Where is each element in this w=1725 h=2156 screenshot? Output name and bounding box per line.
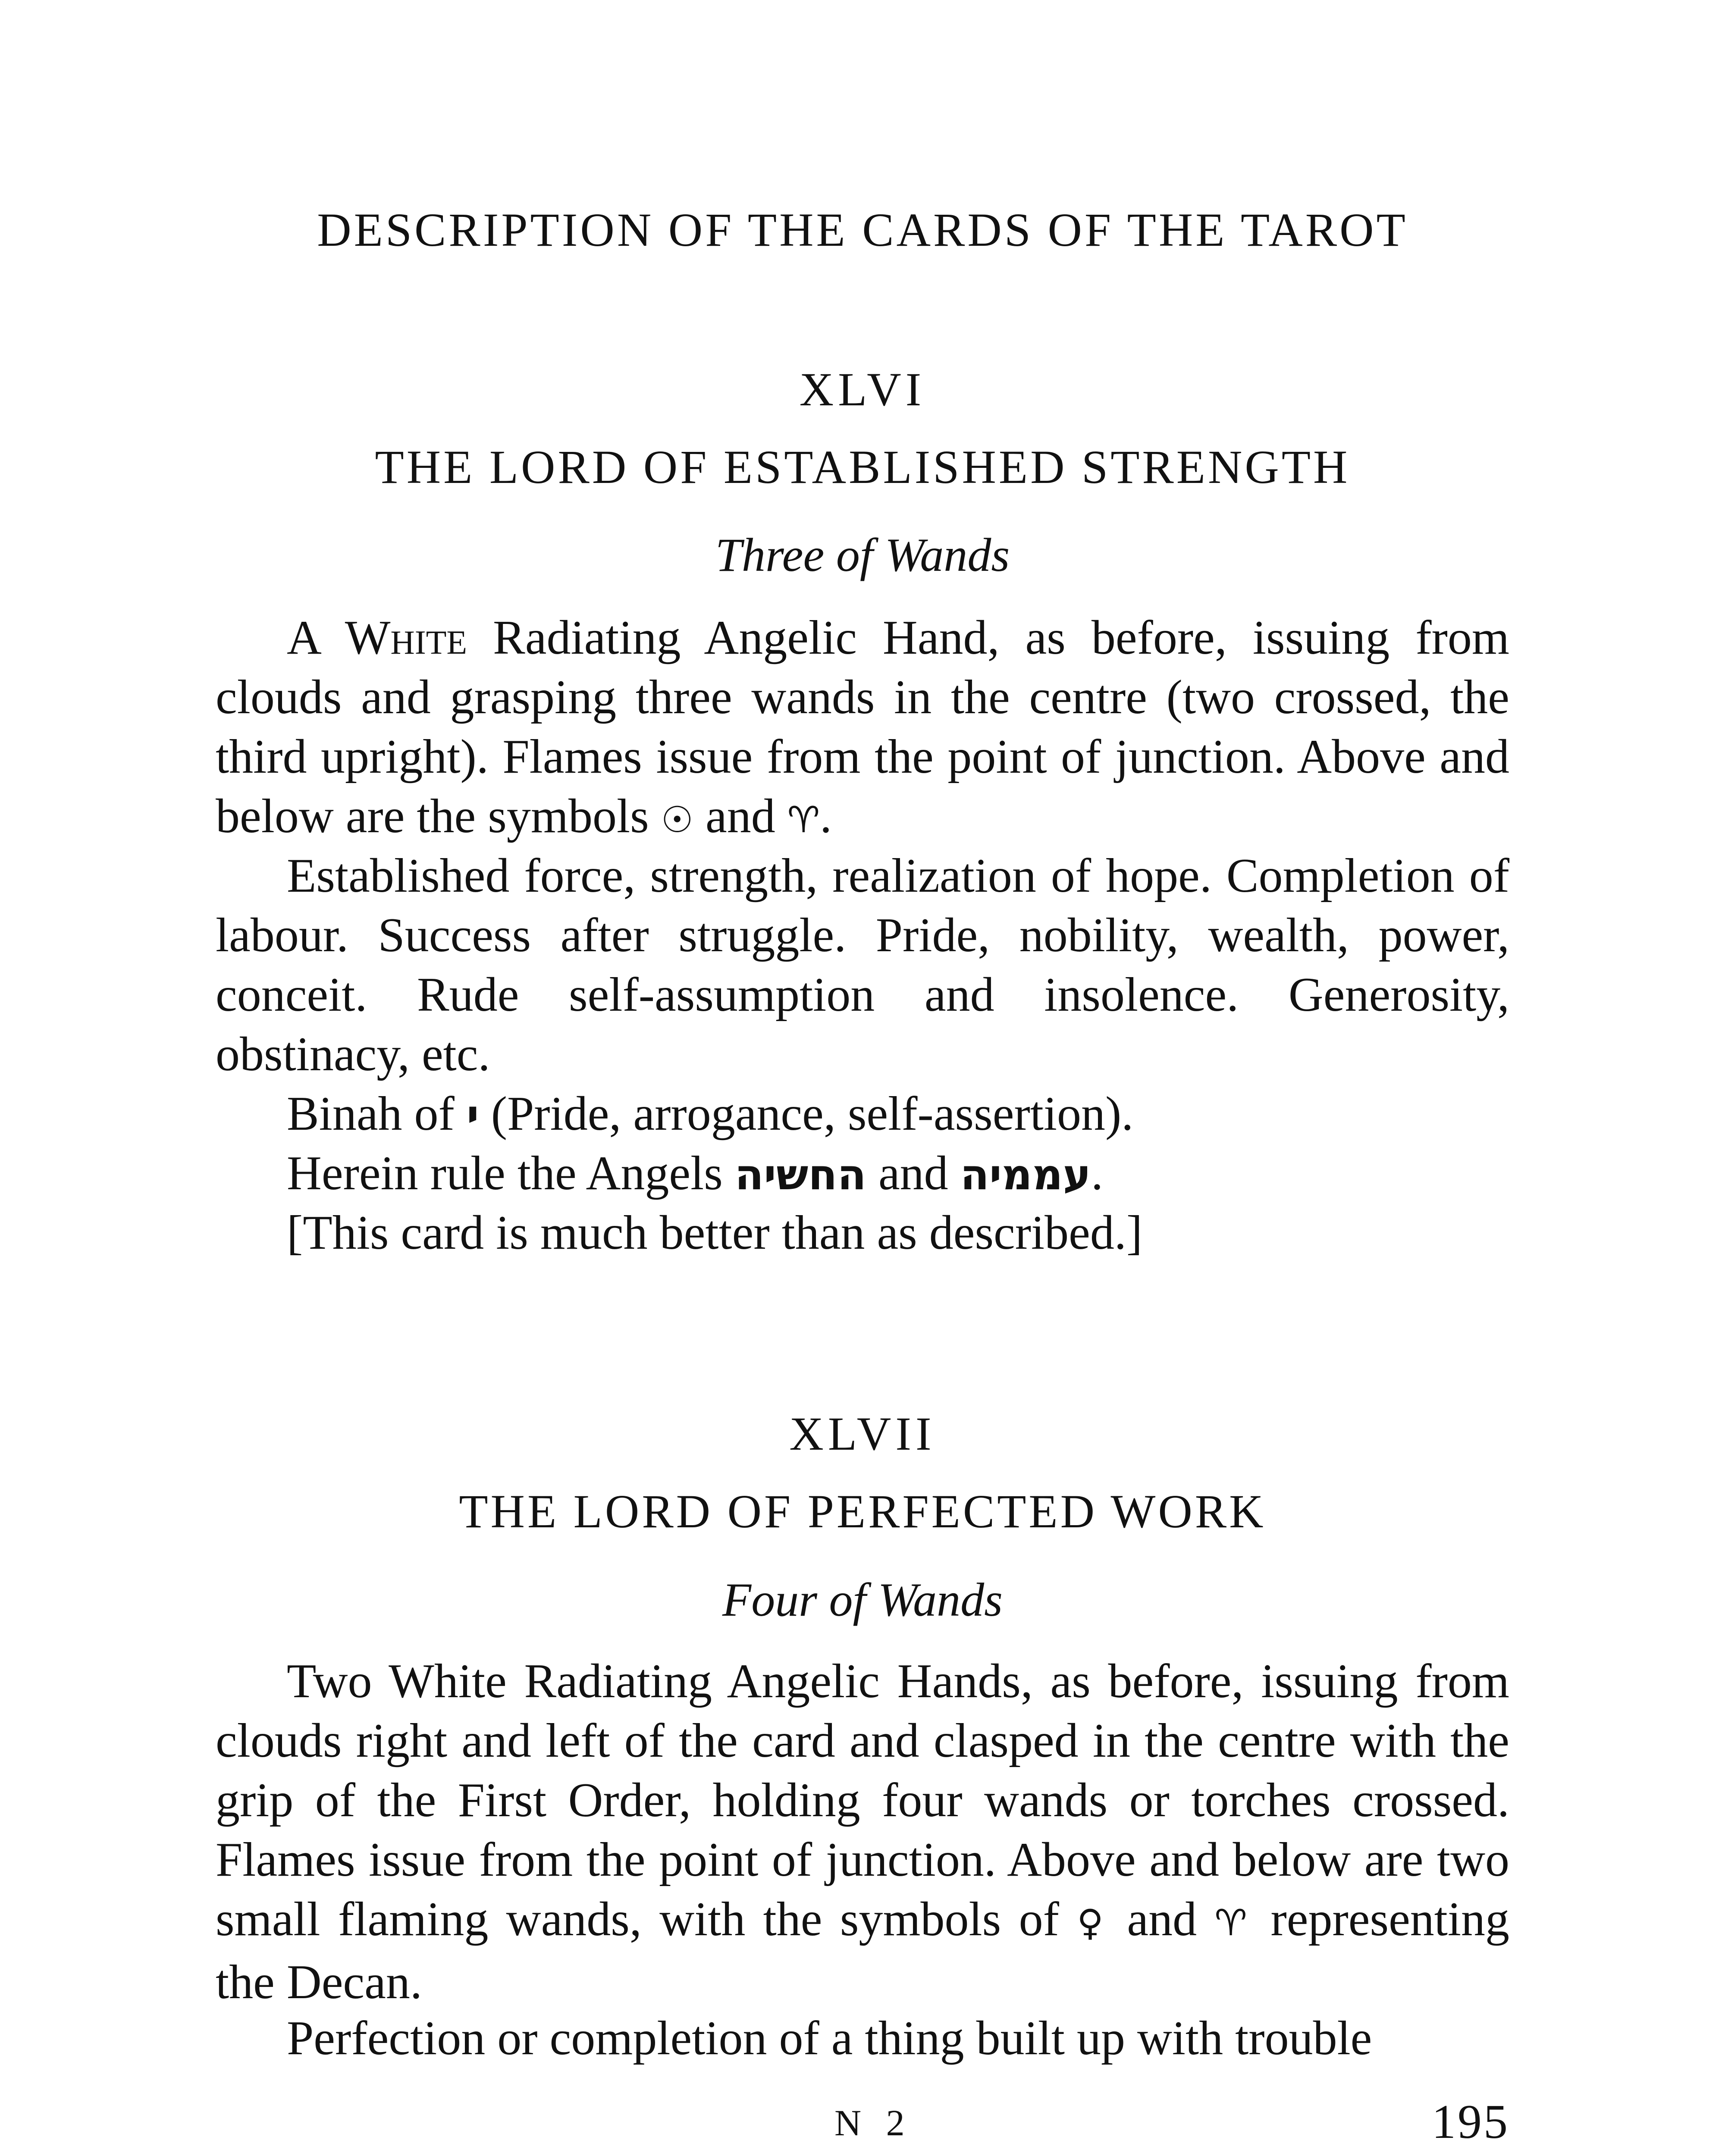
section-subtitle: Three of Wands: [715, 529, 1010, 581]
page-number: 195: [1432, 2095, 1509, 2149]
section-subtitle: Four of Wands: [722, 1573, 1003, 1626]
text-run: A: [287, 611, 345, 664]
text-run: representing the Decan.: [216, 1893, 1510, 2009]
text-run: and: [693, 790, 787, 843]
hebrew-angel-name: עממיה: [960, 1150, 1091, 1200]
hebrew-angel-name: החשיה: [734, 1150, 866, 1200]
running-head: DESCRIPTION OF THE CARDS OF THE TAROT: [317, 204, 1408, 256]
text-run: Two White Radiating Angelic Hands, as before, issuing from clouds right and left of the card and clasped in the centre with the grip of the First Order, holding four wands or torches crossed. Flames issue from the point of junction. Above and below are two small flaming wands, with the symbols of: [216, 1655, 1509, 1946]
venus-symbol-icon: ♀: [1077, 1902, 1110, 1944]
text-run: Herein rule the Angels: [287, 1147, 735, 1200]
text-run: and: [1109, 1893, 1215, 1946]
text-run: and: [866, 1147, 960, 1200]
paragraph: [This card is much better than as described.]: [287, 1206, 1143, 1260]
sun-symbol-icon: ☉: [661, 799, 693, 841]
paragraph: [216, 608, 1509, 849]
aries-symbol-icon: ♈: [787, 799, 820, 841]
text-run: .: [820, 790, 832, 843]
paragraph: [287, 1084, 1509, 1145]
section-number: XLVI: [799, 363, 926, 416]
text-run: (Pride, arrogance, self-assertion).: [479, 1087, 1134, 1141]
paragraph: [287, 1144, 1509, 1205]
section-title: THE LORD OF PERFECTED WORK: [459, 1485, 1266, 1538]
section-number: XLVII: [789, 1407, 936, 1460]
paragraph: Perfection or completion of a thing built up with trouble: [287, 2012, 1372, 2065]
hebrew-letter: י: [466, 1091, 479, 1140]
signature-mark: N 2: [834, 2102, 913, 2143]
aries-symbol-icon: ♈: [1214, 1902, 1253, 1944]
paragraph: Established force, strength, realization of hope. Completion of labour. Success after struggle. Pride, nobility, wealth, power, conceit. Rude self-assumption and insolence. Generosity, obstinacy, etc.: [216, 849, 1509, 1081]
paragraph: [216, 1651, 1509, 2012]
section-title: THE LORD OF ESTABLISHED STRENGTH: [375, 441, 1350, 493]
text-run: .: [1091, 1147, 1103, 1200]
small-caps-word: White: [345, 611, 467, 664]
text-run: Binah of: [287, 1087, 467, 1141]
text-run: Radiating Angelic Hand, as before, issuing from clouds and grasping three wands in the centre (two crossed, the third upright). Flames issue from the point of junction. Above and below are the symbols: [216, 611, 1509, 843]
